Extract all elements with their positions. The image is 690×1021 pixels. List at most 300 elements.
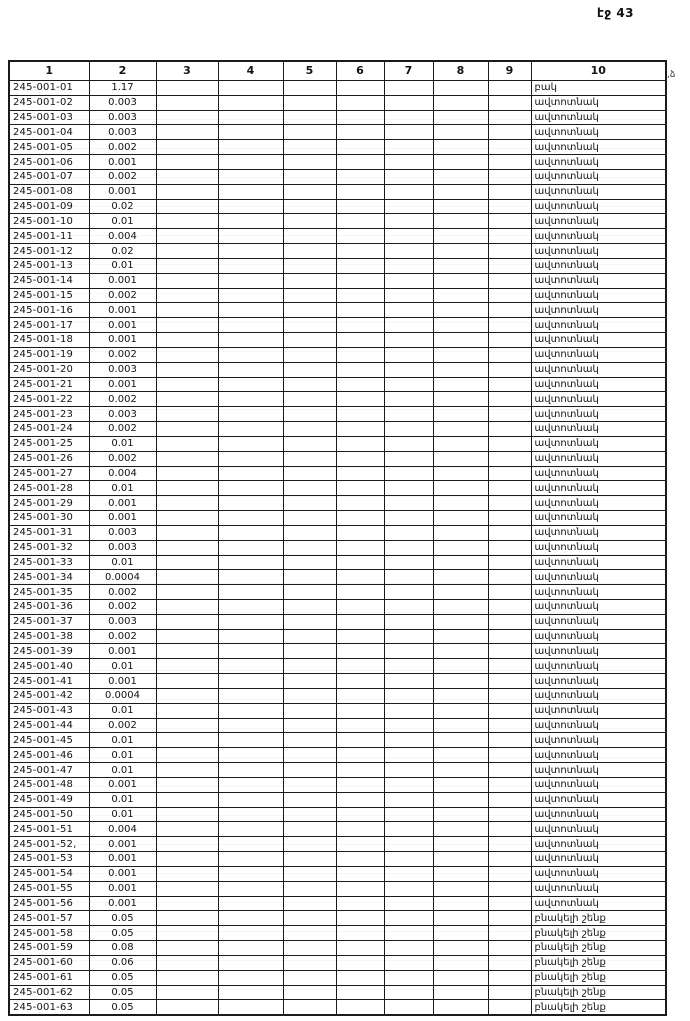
cell-description: ավտոտնակ bbox=[531, 688, 666, 703]
table-row bbox=[9, 1000, 666, 1015]
cell-parcel-code: 245-001-08 bbox=[9, 184, 89, 199]
cell-empty-col6 bbox=[336, 748, 384, 763]
cell-empty-col3 bbox=[156, 184, 218, 199]
cell-empty-col9 bbox=[488, 525, 531, 540]
cell-description: ավտոտնակ bbox=[531, 570, 666, 585]
cell-empty-col4 bbox=[218, 718, 283, 733]
cell-empty-col4 bbox=[218, 688, 283, 703]
cell-empty-col9 bbox=[488, 155, 531, 170]
cell-empty-col6 bbox=[336, 333, 384, 348]
cell-empty-col9 bbox=[488, 896, 531, 911]
cell-empty-col6 bbox=[336, 347, 384, 362]
cell-empty-col4 bbox=[218, 525, 283, 540]
cell-empty-col6 bbox=[336, 229, 384, 244]
cell-empty-col7 bbox=[384, 674, 433, 689]
cell-empty-col5 bbox=[283, 570, 336, 585]
cell-parcel-code: 245-001-27 bbox=[9, 466, 89, 481]
cell-empty-col6 bbox=[336, 1000, 384, 1015]
cell-empty-col3 bbox=[156, 95, 218, 110]
cell-area-value: 0.003 bbox=[89, 614, 156, 629]
cell-area-value: 0.05 bbox=[89, 1000, 156, 1015]
table-row bbox=[9, 614, 666, 629]
table-row bbox=[9, 644, 666, 659]
cell-empty-col8 bbox=[433, 866, 488, 881]
cell-empty-col4 bbox=[218, 110, 283, 125]
cell-empty-col7 bbox=[384, 837, 433, 852]
cell-empty-col8 bbox=[433, 377, 488, 392]
cell-description: ավտոտնակ bbox=[531, 496, 666, 511]
cell-empty-col8 bbox=[433, 570, 488, 585]
cell-empty-col5 bbox=[283, 644, 336, 659]
cell-empty-col8 bbox=[433, 362, 488, 377]
cell-empty-col4 bbox=[218, 555, 283, 570]
cell-empty-col8 bbox=[433, 777, 488, 792]
cell-empty-col7 bbox=[384, 347, 433, 362]
cell-empty-col5 bbox=[283, 229, 336, 244]
cell-description: ավտոտնակ bbox=[531, 763, 666, 778]
cell-empty-col8 bbox=[433, 941, 488, 956]
cell-parcel-code: 245-001-24 bbox=[9, 422, 89, 437]
cell-parcel-code: 245-001-43 bbox=[9, 703, 89, 718]
cell-parcel-code: 245-001-14 bbox=[9, 273, 89, 288]
cell-empty-col3 bbox=[156, 970, 218, 985]
cell-parcel-code: 245-001-51 bbox=[9, 822, 89, 837]
cell-empty-col5 bbox=[283, 110, 336, 125]
cell-parcel-code: 245-001-02 bbox=[9, 95, 89, 110]
cell-parcel-code: 245-001-19 bbox=[9, 347, 89, 362]
cell-empty-col6 bbox=[336, 140, 384, 155]
cell-empty-col9 bbox=[488, 347, 531, 362]
cell-empty-col7 bbox=[384, 140, 433, 155]
cell-description: բնակելի շենք bbox=[531, 911, 666, 926]
cell-description: ավտոտնակ bbox=[531, 896, 666, 911]
header-row bbox=[9, 61, 666, 81]
cell-empty-col4 bbox=[218, 881, 283, 896]
cell-parcel-code: 245-001-62 bbox=[9, 985, 89, 1000]
cell-parcel-code: 245-001-15 bbox=[9, 288, 89, 303]
cell-empty-col4 bbox=[218, 244, 283, 259]
cell-empty-col3 bbox=[156, 303, 218, 318]
cell-empty-col5 bbox=[283, 95, 336, 110]
cell-parcel-code: 245-001-36 bbox=[9, 599, 89, 614]
cell-empty-col4 bbox=[218, 169, 283, 184]
cell-empty-col7 bbox=[384, 244, 433, 259]
cell-empty-col9 bbox=[488, 599, 531, 614]
cell-parcel-code: 245-001-07 bbox=[9, 169, 89, 184]
cell-description: ավտոտնակ bbox=[531, 422, 666, 437]
column-header-8: 8 bbox=[433, 61, 488, 81]
cell-area-value: 0.002 bbox=[89, 347, 156, 362]
cell-empty-col7 bbox=[384, 718, 433, 733]
cell-description: ավտոտնակ bbox=[531, 585, 666, 600]
cell-empty-col3 bbox=[156, 852, 218, 867]
cell-parcel-code: 245-001-13 bbox=[9, 258, 89, 273]
cell-empty-col8 bbox=[433, 599, 488, 614]
cell-empty-col5 bbox=[283, 377, 336, 392]
cell-empty-col9 bbox=[488, 718, 531, 733]
cell-parcel-code: 245-001-57 bbox=[9, 911, 89, 926]
cell-area-value: 0.001 bbox=[89, 896, 156, 911]
cell-empty-col5 bbox=[283, 852, 336, 867]
cell-description: ավտոտնակ bbox=[531, 733, 666, 748]
cell-empty-col7 bbox=[384, 481, 433, 496]
cell-empty-col4 bbox=[218, 585, 283, 600]
table-body bbox=[9, 81, 666, 1016]
cell-empty-col3 bbox=[156, 110, 218, 125]
cell-empty-col6 bbox=[336, 599, 384, 614]
cell-empty-col4 bbox=[218, 629, 283, 644]
table-row bbox=[9, 718, 666, 733]
cell-empty-col5 bbox=[283, 1000, 336, 1015]
column-header-7: 7 bbox=[384, 61, 433, 81]
cell-empty-col3 bbox=[156, 807, 218, 822]
handwritten-margin-note: ,ձ bbox=[667, 70, 676, 80]
cell-empty-col8 bbox=[433, 703, 488, 718]
cell-empty-col6 bbox=[336, 169, 384, 184]
cell-empty-col8 bbox=[433, 733, 488, 748]
cell-empty-col8 bbox=[433, 822, 488, 837]
table-row bbox=[9, 288, 666, 303]
cell-empty-col6 bbox=[336, 451, 384, 466]
cell-empty-col5 bbox=[283, 985, 336, 1000]
cell-empty-col9 bbox=[488, 169, 531, 184]
cell-empty-col5 bbox=[283, 451, 336, 466]
cell-area-value: 0.0004 bbox=[89, 570, 156, 585]
cell-empty-col6 bbox=[336, 659, 384, 674]
cell-empty-col7 bbox=[384, 273, 433, 288]
cell-description: ավտոտնակ bbox=[531, 837, 666, 852]
cell-empty-col7 bbox=[384, 866, 433, 881]
cell-empty-col7 bbox=[384, 525, 433, 540]
cell-empty-col7 bbox=[384, 199, 433, 214]
cell-empty-col7 bbox=[384, 451, 433, 466]
table-row bbox=[9, 763, 666, 778]
cell-empty-col5 bbox=[283, 926, 336, 941]
table-row bbox=[9, 703, 666, 718]
cell-empty-col3 bbox=[156, 214, 218, 229]
cell-empty-col5 bbox=[283, 392, 336, 407]
cell-description: ավտոտնակ bbox=[531, 214, 666, 229]
cell-description: ավտոտնակ bbox=[531, 333, 666, 348]
cell-empty-col7 bbox=[384, 169, 433, 184]
cell-empty-col8 bbox=[433, 540, 488, 555]
cell-empty-col4 bbox=[218, 955, 283, 970]
cell-empty-col8 bbox=[433, 911, 488, 926]
cell-description: ավտոտնակ bbox=[531, 881, 666, 896]
cell-area-value: 0.002 bbox=[89, 288, 156, 303]
cell-parcel-code: 245-001-53 bbox=[9, 852, 89, 867]
cell-area-value: 0.001 bbox=[89, 644, 156, 659]
table-row bbox=[9, 362, 666, 377]
cell-empty-col9 bbox=[488, 125, 531, 140]
cell-empty-col6 bbox=[336, 881, 384, 896]
cell-area-value: 0.05 bbox=[89, 985, 156, 1000]
cell-area-value: 0.001 bbox=[89, 777, 156, 792]
cell-empty-col4 bbox=[218, 347, 283, 362]
cell-empty-col3 bbox=[156, 436, 218, 451]
table-row bbox=[9, 970, 666, 985]
cell-area-value: 0.01 bbox=[89, 258, 156, 273]
cell-empty-col6 bbox=[336, 244, 384, 259]
cell-empty-col9 bbox=[488, 481, 531, 496]
cell-empty-col4 bbox=[218, 229, 283, 244]
cell-empty-col6 bbox=[336, 303, 384, 318]
cell-empty-col3 bbox=[156, 822, 218, 837]
cell-parcel-code: 245-001-21 bbox=[9, 377, 89, 392]
cell-empty-col5 bbox=[283, 155, 336, 170]
cell-empty-col3 bbox=[156, 422, 218, 437]
cell-empty-col5 bbox=[283, 688, 336, 703]
cell-empty-col7 bbox=[384, 496, 433, 511]
cell-empty-col5 bbox=[283, 777, 336, 792]
cell-empty-col3 bbox=[156, 614, 218, 629]
cell-empty-col8 bbox=[433, 214, 488, 229]
cell-empty-col4 bbox=[218, 288, 283, 303]
cell-description: ավտոտնակ bbox=[531, 807, 666, 822]
cell-description: ավտոտնակ bbox=[531, 125, 666, 140]
cell-empty-col8 bbox=[433, 955, 488, 970]
cell-empty-col5 bbox=[283, 733, 336, 748]
cell-empty-col6 bbox=[336, 481, 384, 496]
cell-description: ավտոտնակ bbox=[531, 303, 666, 318]
table-row bbox=[9, 911, 666, 926]
cell-empty-col7 bbox=[384, 214, 433, 229]
table-row bbox=[9, 451, 666, 466]
cell-parcel-code: 245-001-05 bbox=[9, 140, 89, 155]
cell-empty-col4 bbox=[218, 273, 283, 288]
cell-empty-col4 bbox=[218, 214, 283, 229]
cell-description: ավտոտնակ bbox=[531, 199, 666, 214]
cell-empty-col8 bbox=[433, 422, 488, 437]
cell-empty-col5 bbox=[283, 659, 336, 674]
cell-empty-col9 bbox=[488, 95, 531, 110]
cell-empty-col7 bbox=[384, 81, 433, 96]
cell-area-value: 0.01 bbox=[89, 436, 156, 451]
cell-area-value: 0.02 bbox=[89, 244, 156, 259]
cell-empty-col8 bbox=[433, 985, 488, 1000]
cell-empty-col7 bbox=[384, 125, 433, 140]
cell-empty-col6 bbox=[336, 362, 384, 377]
table-row bbox=[9, 807, 666, 822]
cell-area-value: 0.01 bbox=[89, 481, 156, 496]
cell-empty-col7 bbox=[384, 436, 433, 451]
cell-area-value: 0.01 bbox=[89, 748, 156, 763]
cell-empty-col6 bbox=[336, 199, 384, 214]
cell-empty-col3 bbox=[156, 777, 218, 792]
cell-empty-col5 bbox=[283, 555, 336, 570]
cell-empty-col4 bbox=[218, 644, 283, 659]
cell-parcel-code: 245-001-46 bbox=[9, 748, 89, 763]
cell-empty-col5 bbox=[283, 837, 336, 852]
cell-empty-col4 bbox=[218, 807, 283, 822]
column-header-3: 3 bbox=[156, 61, 218, 81]
cell-empty-col9 bbox=[488, 303, 531, 318]
cell-empty-col5 bbox=[283, 881, 336, 896]
cell-empty-col8 bbox=[433, 763, 488, 778]
cell-empty-col6 bbox=[336, 555, 384, 570]
cell-area-value: 0.001 bbox=[89, 837, 156, 852]
cell-area-value: 0.003 bbox=[89, 540, 156, 555]
cell-empty-col4 bbox=[218, 599, 283, 614]
cell-empty-col3 bbox=[156, 466, 218, 481]
cell-empty-col9 bbox=[488, 199, 531, 214]
page-number: էջ 43 bbox=[597, 6, 635, 20]
cell-empty-col8 bbox=[433, 1000, 488, 1015]
cell-empty-col7 bbox=[384, 570, 433, 585]
cell-description: բնակելի շենք bbox=[531, 985, 666, 1000]
cell-description: բնակելի շենք bbox=[531, 1000, 666, 1015]
table-row bbox=[9, 214, 666, 229]
cell-empty-col3 bbox=[156, 733, 218, 748]
cell-empty-col9 bbox=[488, 110, 531, 125]
cell-empty-col4 bbox=[218, 570, 283, 585]
cell-empty-col9 bbox=[488, 674, 531, 689]
cell-empty-col9 bbox=[488, 614, 531, 629]
cell-empty-col7 bbox=[384, 318, 433, 333]
table-row bbox=[9, 199, 666, 214]
cell-empty-col3 bbox=[156, 496, 218, 511]
table-row bbox=[9, 941, 666, 956]
cell-empty-col3 bbox=[156, 125, 218, 140]
cell-empty-col3 bbox=[156, 585, 218, 600]
cell-empty-col7 bbox=[384, 659, 433, 674]
cell-empty-col6 bbox=[336, 184, 384, 199]
cell-description: ավտոտնակ bbox=[531, 599, 666, 614]
cell-empty-col9 bbox=[488, 273, 531, 288]
cell-empty-col4 bbox=[218, 540, 283, 555]
cell-empty-col6 bbox=[336, 763, 384, 778]
cell-empty-col7 bbox=[384, 155, 433, 170]
cell-empty-col6 bbox=[336, 540, 384, 555]
cell-empty-col9 bbox=[488, 852, 531, 867]
cell-description: ավտոտնակ bbox=[531, 703, 666, 718]
cell-description: ավտոտնակ bbox=[531, 377, 666, 392]
cell-empty-col6 bbox=[336, 911, 384, 926]
cell-empty-col9 bbox=[488, 659, 531, 674]
cell-description: ավտոտնակ bbox=[531, 540, 666, 555]
cell-empty-col3 bbox=[156, 481, 218, 496]
cell-empty-col3 bbox=[156, 792, 218, 807]
cell-empty-col6 bbox=[336, 703, 384, 718]
cell-empty-col3 bbox=[156, 763, 218, 778]
cell-empty-col8 bbox=[433, 896, 488, 911]
cell-description: ավտոտնակ bbox=[531, 792, 666, 807]
cell-empty-col8 bbox=[433, 481, 488, 496]
cell-empty-col6 bbox=[336, 525, 384, 540]
cell-empty-col4 bbox=[218, 392, 283, 407]
cell-empty-col4 bbox=[218, 155, 283, 170]
cell-empty-col7 bbox=[384, 599, 433, 614]
cell-empty-col9 bbox=[488, 955, 531, 970]
cell-description: ավտոտնակ bbox=[531, 169, 666, 184]
cell-area-value: 0.01 bbox=[89, 807, 156, 822]
cell-description: ավտոտնակ bbox=[531, 155, 666, 170]
cell-empty-col6 bbox=[336, 407, 384, 422]
cell-empty-col3 bbox=[156, 377, 218, 392]
cell-area-value: 0.05 bbox=[89, 926, 156, 941]
cell-empty-col6 bbox=[336, 955, 384, 970]
cell-description: ավտոտնակ bbox=[531, 95, 666, 110]
cell-parcel-code: 245-001-18 bbox=[9, 333, 89, 348]
cell-area-value: 0.01 bbox=[89, 214, 156, 229]
cell-empty-col5 bbox=[283, 748, 336, 763]
cell-empty-col7 bbox=[384, 362, 433, 377]
cell-empty-col9 bbox=[488, 214, 531, 229]
cell-parcel-code: 245-001-22 bbox=[9, 392, 89, 407]
table-row bbox=[9, 125, 666, 140]
cell-empty-col9 bbox=[488, 140, 531, 155]
cell-empty-col8 bbox=[433, 81, 488, 96]
cell-empty-col4 bbox=[218, 407, 283, 422]
table-row bbox=[9, 629, 666, 644]
cell-empty-col9 bbox=[488, 555, 531, 570]
cell-empty-col8 bbox=[433, 451, 488, 466]
table-row bbox=[9, 169, 666, 184]
cell-empty-col3 bbox=[156, 644, 218, 659]
column-header-4: 4 bbox=[218, 61, 283, 81]
table-row bbox=[9, 244, 666, 259]
cell-empty-col3 bbox=[156, 555, 218, 570]
cell-parcel-code: 245-001-54 bbox=[9, 866, 89, 881]
cell-area-value: 0.001 bbox=[89, 511, 156, 526]
cell-empty-col4 bbox=[218, 95, 283, 110]
cell-empty-col5 bbox=[283, 199, 336, 214]
table-row bbox=[9, 422, 666, 437]
cell-description: ավտոտնակ bbox=[531, 511, 666, 526]
cell-empty-col5 bbox=[283, 214, 336, 229]
cell-empty-col5 bbox=[283, 896, 336, 911]
cell-empty-col7 bbox=[384, 703, 433, 718]
cell-empty-col8 bbox=[433, 407, 488, 422]
cell-empty-col4 bbox=[218, 763, 283, 778]
cell-empty-col8 bbox=[433, 333, 488, 348]
cell-empty-col6 bbox=[336, 496, 384, 511]
cell-empty-col3 bbox=[156, 288, 218, 303]
cell-parcel-code: 245-001-26 bbox=[9, 451, 89, 466]
cell-empty-col6 bbox=[336, 926, 384, 941]
cell-parcel-code: 245-001-12 bbox=[9, 244, 89, 259]
cell-area-value: 0.004 bbox=[89, 466, 156, 481]
cell-empty-col8 bbox=[433, 318, 488, 333]
cell-empty-col9 bbox=[488, 733, 531, 748]
cell-empty-col4 bbox=[218, 199, 283, 214]
table-row bbox=[9, 273, 666, 288]
cell-empty-col3 bbox=[156, 926, 218, 941]
cell-empty-col6 bbox=[336, 318, 384, 333]
cell-empty-col7 bbox=[384, 184, 433, 199]
cell-empty-col4 bbox=[218, 866, 283, 881]
cell-parcel-code: 245-001-39 bbox=[9, 644, 89, 659]
cell-area-value: 0.001 bbox=[89, 881, 156, 896]
cell-empty-col9 bbox=[488, 496, 531, 511]
cell-empty-col4 bbox=[218, 125, 283, 140]
cell-empty-col6 bbox=[336, 718, 384, 733]
cell-empty-col4 bbox=[218, 481, 283, 496]
cell-area-value: 0.01 bbox=[89, 555, 156, 570]
cell-area-value: 0.05 bbox=[89, 970, 156, 985]
cell-description: ավտոտնակ bbox=[531, 481, 666, 496]
cell-empty-col6 bbox=[336, 614, 384, 629]
cell-area-value: 0.004 bbox=[89, 229, 156, 244]
table-row bbox=[9, 777, 666, 792]
table-row bbox=[9, 95, 666, 110]
cell-empty-col6 bbox=[336, 288, 384, 303]
cell-empty-col4 bbox=[218, 970, 283, 985]
table-row bbox=[9, 540, 666, 555]
cell-empty-col8 bbox=[433, 199, 488, 214]
cell-description: ավտոտնակ bbox=[531, 614, 666, 629]
cell-empty-col7 bbox=[384, 852, 433, 867]
